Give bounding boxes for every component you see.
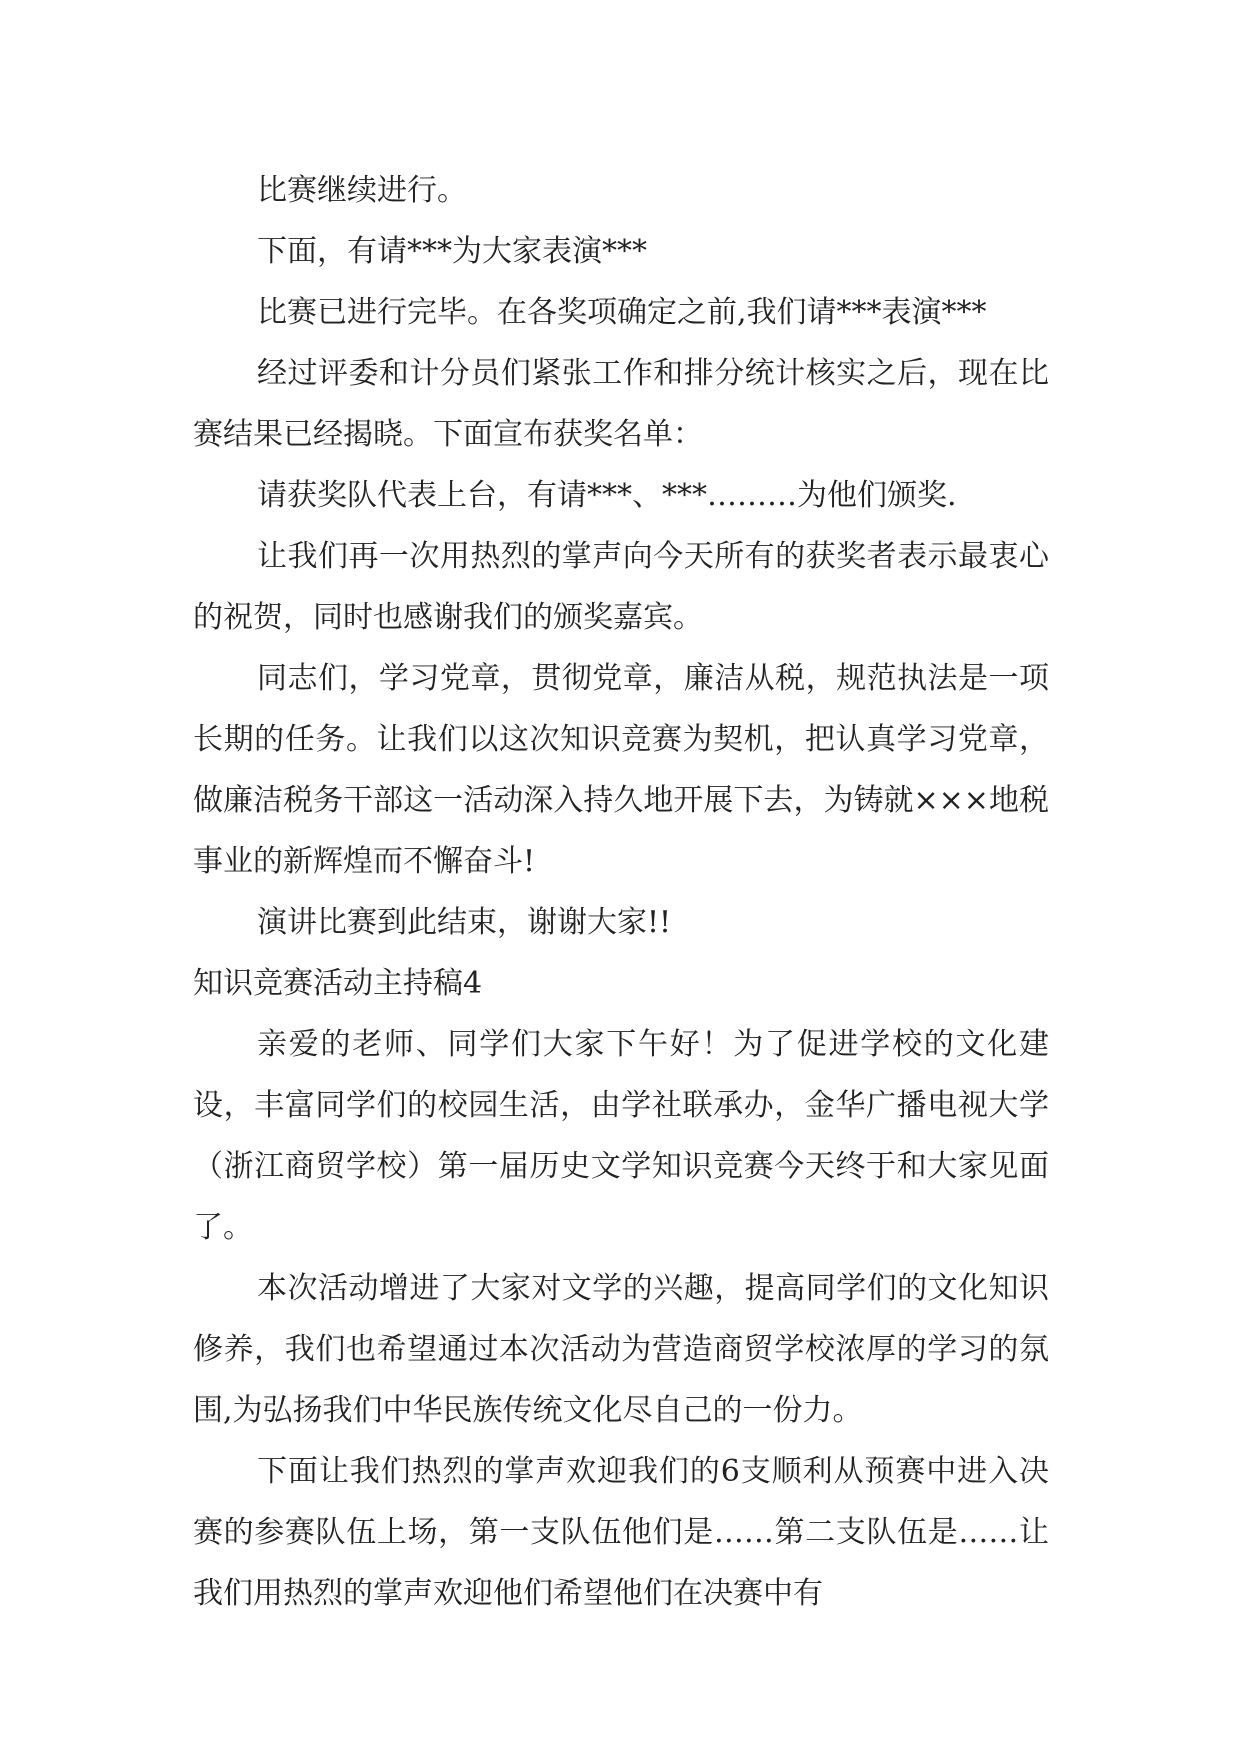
paragraph: 演讲比赛到此结束，谢谢大家!! (257, 905, 672, 940)
paragraph: 比赛已进行完毕。在各奖项确定之前,我们请***表演*** (257, 295, 987, 330)
paragraph: 经过评委和计分员们紧张工作和排分统计核实之后，现在比赛结果已经揭晓。下面宣布获奖名单： (193, 356, 1049, 452)
paragraph: 比赛继续进行。 (257, 173, 467, 208)
section-heading: 知识竞赛活动主持稿4 (193, 966, 483, 1001)
paragraph: 下面让我们热烈的掌声欢迎我们的6支顺利从预赛中进入决赛的参赛队伍上场，第一支队伍他们是……第二支队伍是……让我们用热烈的掌声欢迎他们希望他们在决赛中有 (193, 1454, 1049, 1611)
paragraph: 亲爱的老师、同学们大家下午好！为了促进学校的文化建设，丰富同学们的校园生活，由学社联承办，金华广播电视大学（浙江商贸学校）第一届历史文学知识竞赛今天终于和大家见面了。 (193, 1027, 1049, 1245)
paragraph: 让我们再一次用热烈的掌声向今天所有的获奖者表示最衷心的祝贺，同时也感谢我们的颁奖嘉宾。 (193, 539, 1049, 635)
document-body (193, 160, 1049, 1624)
paragraph: 同志们，学习党章，贯彻党章，廉洁从税，规范执法是一项长期的任务。让我们以这次知识竞赛为契机，把认真学习党章，做廉洁税务干部这一活动深入持久地开展下去，为铸就×××地税事业的新辉煌而不懈奋斗! (193, 661, 1049, 879)
paragraph: 请获奖队代表上台，有请***、***………为他们颁奖. (257, 478, 957, 513)
paragraph: 本次活动增进了大家对文学的兴趣，提高同学们的文化知识修养，我们也希望通过本次活动为营造商贸学校浓厚的学习的氛围,为弘扬我们中华民族传统文化尽自己的一份力。 (193, 1271, 1049, 1428)
paragraph: 下面，有请***为大家表演*** (257, 234, 647, 269)
